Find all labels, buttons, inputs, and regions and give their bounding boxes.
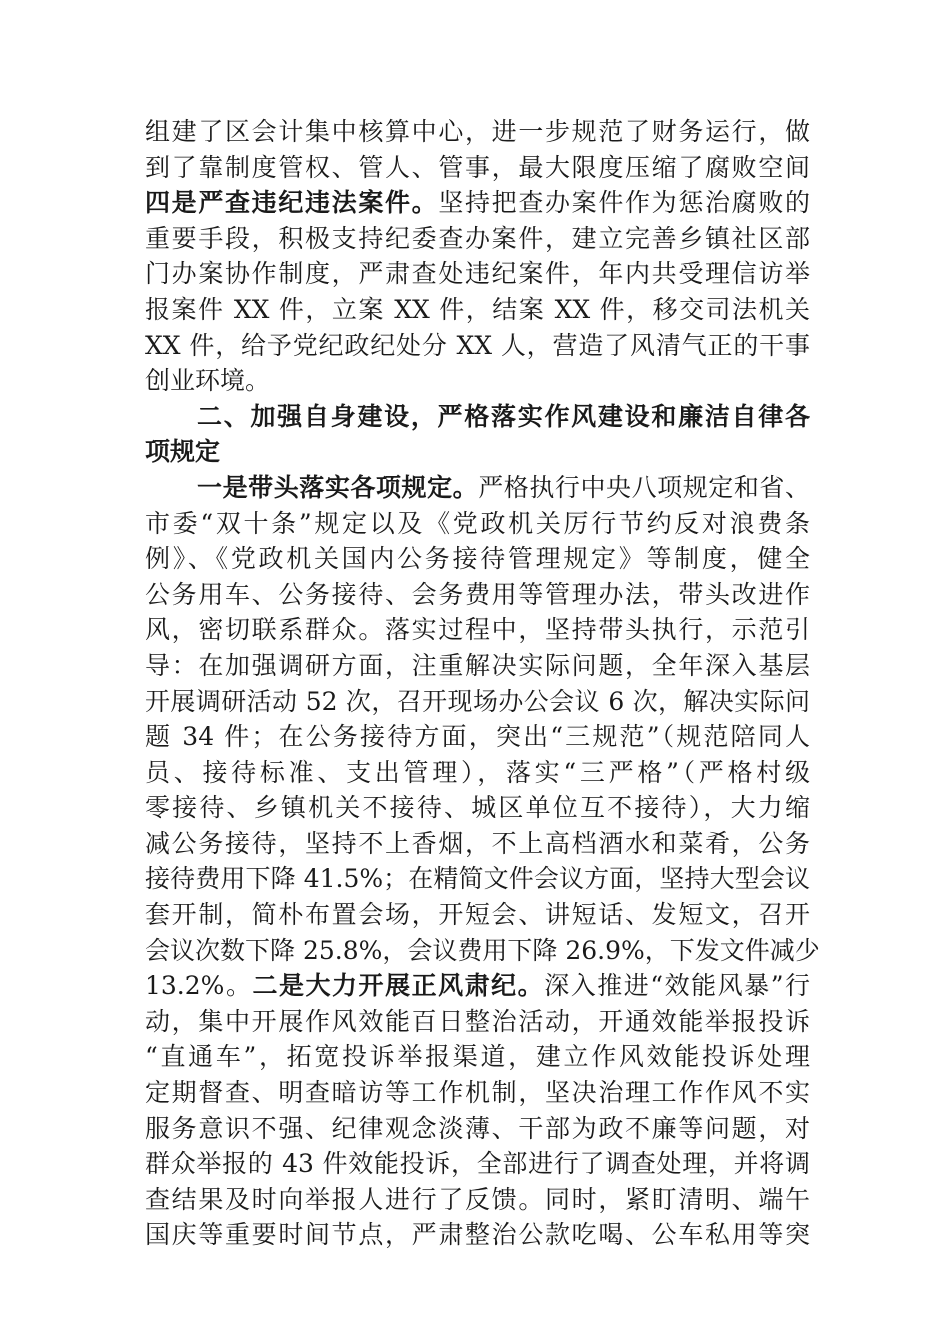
text-line — [145, 612, 810, 648]
body-text-segment: 套开制，简朴布置会场，开短会、讲短话、发短文，召开 — [145, 900, 810, 930]
text-line — [145, 933, 820, 969]
text-line — [145, 221, 810, 257]
body-text-segment: 创业环境。 — [145, 366, 271, 396]
body-text-segment: 会议次数下降 25.8%，会议费用下降 26.9%，下发文件减少 — [145, 935, 820, 965]
body-text-segment: 门办案协作制度，严肃查处违纪案件，年内共受理信访举 — [145, 259, 810, 289]
text-line — [145, 328, 810, 364]
bold-heading-text: 二、加强自身建设，严格落实作风建设和廉洁自律各 — [197, 401, 810, 431]
text-line — [145, 541, 810, 577]
text-line — [145, 968, 810, 1004]
body-text-segment: 导：在加强调研方面，注重解决实际问题，全年深入基层 — [145, 650, 810, 680]
body-text-segment: 减公务接待，坚持不上香烟，不上高档酒水和菜肴，公务 — [145, 828, 810, 858]
body-text-segment: 定期督查、明查暗访等工作机制，坚决治理工作作风不实 — [145, 1078, 810, 1108]
text-line — [145, 861, 810, 897]
body-text-segment: 报案件 XX 件，立案 XX 件，结案 XX 件，移交司法机关 — [145, 294, 810, 324]
body-text — [145, 114, 820, 1253]
body-text-segment: 组建了区会计集中核算中心，进一步规范了财务运行，做 — [145, 117, 810, 146]
text-line — [145, 114, 810, 150]
text-line — [145, 292, 810, 328]
bold-heading-text: 一是带头落实各项规定。 — [197, 472, 479, 502]
body-text-segment: XX 件，给予党纪政纪处分 XX 人，营造了风清气正的干事 — [145, 330, 810, 360]
text-line — [145, 648, 810, 684]
bold-heading-text: 项规定 — [145, 437, 221, 467]
body-text-segment: 动，集中开展作风效能百日整治活动，开通效能举报投诉 — [145, 1006, 810, 1036]
body-text-segment: 例》、《党政机关国内公务接待管理规定》等制度，健全 — [145, 544, 810, 574]
text-line — [145, 185, 810, 221]
text-line — [145, 506, 810, 542]
body-text-segment: 坚持把查办案件作为惩治腐败的 — [438, 188, 810, 218]
text-line — [145, 434, 810, 470]
bold-heading-text: 四是严查违纪违法案件。 — [145, 188, 439, 218]
body-text-segment: 重要手段，积极支持纪委查办案件，建立完善乡镇社区部 — [145, 223, 810, 253]
text-line — [145, 256, 810, 292]
body-text-segment: 公务用车、公务接待、会务费用等管理办法，带头改进作 — [145, 579, 810, 609]
text-line — [145, 897, 810, 933]
body-text-segment: 13.2%。 — [145, 971, 253, 1001]
body-text-segment: 群众举报的 43 件效能投诉，全部进行了调查处理，并将调 — [145, 1149, 810, 1179]
text-line — [145, 1039, 810, 1075]
text-line — [145, 790, 810, 826]
body-text-segment: 查结果及时向举报人进行了反馈。同时，紧盯清明、端午 — [145, 1184, 810, 1214]
text-line — [145, 755, 810, 791]
body-text-segment: 员、接待标准、支出管理），落实“三严格”（严格村级 — [145, 757, 810, 787]
body-text-segment: 严格执行中央八项规定和省、 — [478, 472, 810, 502]
body-text-segment: 到了靠制度管权、管人、管事，最大限度压缩了腐败空间 — [145, 152, 810, 182]
body-text-segment: 题 34 件；在公务接待方面，突出“三规范”（规范陪同人 — [145, 722, 810, 752]
text-line — [145, 1111, 810, 1147]
bold-heading-text: 二是大力开展正风肃纪。 — [252, 971, 545, 1001]
text-line — [145, 1004, 810, 1040]
body-text-segment: 服务意识不强、纪律观念淡薄、干部为政不廉等问题，对 — [145, 1113, 810, 1143]
body-text-segment: 国庆等重要时间节点，严肃整治公款吃喝、公车私用等突 — [145, 1220, 810, 1250]
body-text-segment: 零接待、乡镇机关不接待、城区单位互不接待），大力缩 — [145, 793, 810, 823]
text-line — [145, 719, 810, 755]
text-line — [145, 1146, 810, 1182]
body-text-segment: “直通车”，拓宽投诉举报渠道，建立作风效能投诉处理 — [145, 1042, 810, 1072]
body-text-segment: 接待费用下降 41.5%；在精简文件会议方面，坚持大型会议 — [145, 864, 810, 894]
body-text-segment: 风，密切联系群众。落实过程中，坚持带头执行，示范引 — [145, 615, 810, 645]
text-line — [145, 1075, 810, 1111]
body-text-segment: 开展调研活动 52 次，召开现场办公会议 6 次，解决实际问 — [145, 686, 810, 716]
body-text-segment: 深入推进“效能风暴”行 — [544, 971, 810, 1001]
text-line — [145, 363, 810, 399]
text-line — [145, 684, 810, 720]
body-text-segment: 市委“双十条”规定以及《党政机关厉行节约反对浪费条 — [145, 508, 810, 538]
text-line — [145, 1182, 810, 1218]
text-line — [145, 826, 810, 862]
text-line — [145, 150, 810, 186]
text-line — [145, 1217, 810, 1253]
text-line — [145, 399, 810, 435]
text-line — [145, 470, 810, 506]
text-line — [145, 577, 810, 613]
